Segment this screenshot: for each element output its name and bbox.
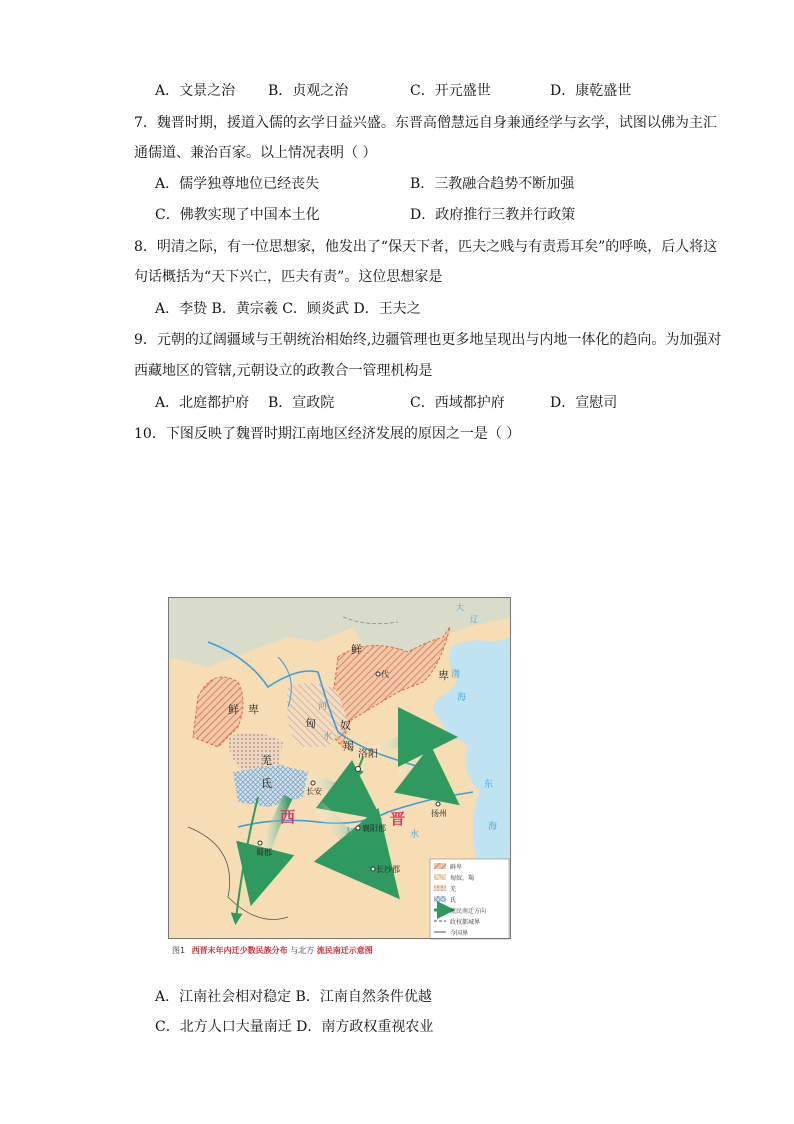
label-jin: 晋 bbox=[390, 810, 406, 828]
map-figure bbox=[168, 597, 511, 959]
q9-option-b: B．宣政院 bbox=[268, 395, 335, 411]
legend-modern-border: 今国界 bbox=[450, 930, 469, 937]
migration-map bbox=[168, 597, 511, 959]
q9-stem-line1: 9．元朝的辽阔疆域与王朝统治相始终,边疆管理也更多地呈现出与内地一体化的趋向。为加强对 bbox=[134, 332, 722, 348]
svg-text:图1 西晋末年内迁少数民族分布 bbox=[172, 945, 373, 955]
label-di: 氐 bbox=[261, 777, 272, 790]
label-jie: 羯 bbox=[343, 740, 354, 753]
label-xiongnu-2: 奴 bbox=[340, 719, 351, 732]
q8-stem-line2: 句话概括为“天下兴亡，匹夫有责”。这位思想家是 bbox=[134, 269, 443, 285]
q7-option-c: C．佛教实现了中国本土化 bbox=[155, 207, 320, 223]
q9-option-c: C．西域都护府 bbox=[410, 395, 505, 411]
label-changsha: 长沙郡 bbox=[376, 865, 400, 874]
q7-stem-line2: 通儒道、兼治百家。以上情况表明（ ） bbox=[134, 145, 377, 161]
label-river-he1: 河 bbox=[318, 702, 328, 712]
q6-option-b: B．贞观之治 bbox=[268, 83, 349, 99]
q7-options-row1 bbox=[0, 174, 794, 194]
label-donghai-1: 东 bbox=[484, 780, 494, 790]
label-liao-2: 辽 bbox=[470, 615, 478, 624]
legend-migration: 流民南迁方向 bbox=[450, 908, 487, 915]
label-luoyang: 洛阳 bbox=[358, 749, 378, 760]
label-changan: 长安 bbox=[306, 787, 322, 796]
q10-stem: 10．下图反映了魏晋时期江南地区经济发展的原因之一是（ ） bbox=[134, 426, 521, 442]
label-river-jiang1: 江 bbox=[346, 828, 356, 838]
label-donghai-2: 海 bbox=[488, 822, 498, 832]
q6-options bbox=[0, 81, 794, 101]
q8-options: A．李贽 B．黄宗羲 C．顾炎武 D．王夫之 bbox=[155, 301, 421, 317]
q7-options-row2 bbox=[0, 205, 794, 225]
map-caption bbox=[172, 945, 373, 955]
q9-stem-line2: 西藏地区的管辖,元朝设立的政教合一管理机构是 bbox=[134, 363, 433, 379]
legend-xianbei: 鲜卑 bbox=[450, 864, 463, 871]
caption-red-1: 西晋末年内迁少数民族分布 bbox=[191, 946, 288, 955]
label-bohai-2: 海 bbox=[457, 693, 467, 703]
label-yangzhou: 扬州 bbox=[431, 809, 447, 818]
q9-option-d: D．宣慰司 bbox=[550, 395, 618, 411]
legend-xiongnu-jie: 匈奴、羯 bbox=[450, 875, 475, 882]
q7-option-a: A．儒学独尊地位已经丧失 bbox=[155, 176, 320, 192]
q10-options-line1: A．江南社会相对稳定 B．江南自然条件优越 bbox=[155, 989, 432, 1005]
legend-regime-border: 政权都城界 bbox=[450, 919, 481, 926]
caption-prefix: 图1 bbox=[172, 946, 186, 955]
label-river-jiang2: 水 bbox=[410, 830, 420, 840]
label-xi: 西 bbox=[280, 808, 296, 826]
q6-option-d: D．康乾盛世 bbox=[550, 83, 632, 99]
q7-option-b: B．三教融合趋势不断加强 bbox=[410, 176, 575, 192]
q8-stem-line1: 8．明清之际，有一位思想家，他发出了“保天下者，匹夫之贱与有责焉耳矣”的呼唤，后人将这 bbox=[134, 239, 718, 255]
q9-option-a: A．北庭都护府 bbox=[155, 395, 250, 411]
q7-stem-line1: 7．魏晋时期，援道入儒的玄学日益兴盛。东晋高僧慧远自身兼通经学与玄学，试图以佛为主汇 bbox=[134, 115, 717, 131]
caption-mid: 与北方 bbox=[290, 946, 315, 955]
label-shujun: 蜀郡 bbox=[256, 848, 272, 857]
label-xianbei-n2: 卑 bbox=[438, 669, 449, 682]
label-river-he2: 水 bbox=[323, 732, 333, 742]
label-xiongnu-1: 匈 bbox=[305, 717, 316, 730]
legend-di: 氐 bbox=[450, 897, 457, 904]
caption-red-2: 流民南迁示意图 bbox=[316, 946, 373, 955]
label-qiang: 羌 bbox=[261, 754, 272, 767]
q6-option-c: C．开元盛世 bbox=[410, 83, 491, 99]
q7-option-d: D．政府推行三教并行政策 bbox=[410, 207, 576, 223]
q9-options bbox=[0, 393, 794, 413]
map-legend bbox=[430, 859, 509, 939]
q6-option-a: A．文景之治 bbox=[155, 83, 236, 99]
legend-qiang: 羌 bbox=[450, 886, 457, 893]
label-xianbei-n1: 鲜 bbox=[351, 643, 362, 656]
label-xianbei-w1: 鲜 bbox=[228, 703, 239, 716]
label-liao-1: 大 bbox=[456, 603, 464, 612]
label-xiangyang: 襄阳郡 bbox=[362, 824, 386, 833]
label-dai: 代 bbox=[381, 670, 389, 679]
label-xianbei-w2: 卑 bbox=[248, 703, 259, 716]
q10-options-line2: C．北方人口大量南迁 D．南方政权重视农业 bbox=[155, 1019, 434, 1035]
label-bohai-1: 渤 bbox=[451, 670, 461, 680]
